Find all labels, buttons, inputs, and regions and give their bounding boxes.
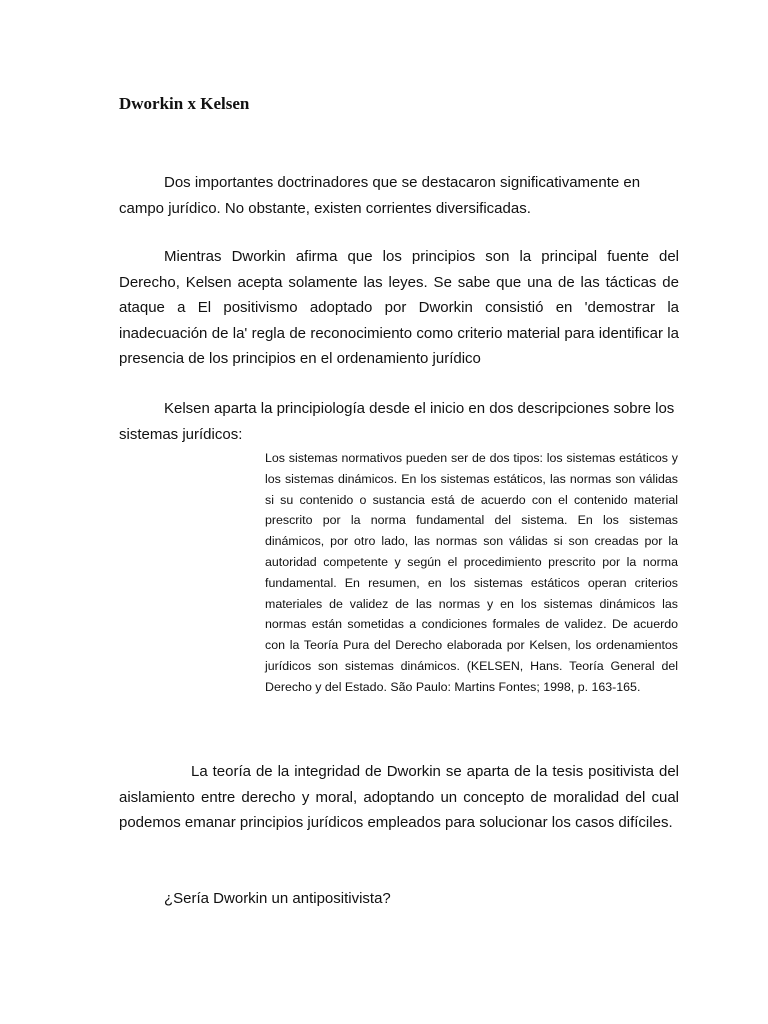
paragraph-closing-question: ¿Sería Dworkin un antipositivista? bbox=[164, 890, 391, 907]
kelsen-quote: Los sistemas normativos pueden ser de dos tipos: los sistemas estáticos y los sistemas dinámicos. En los sistemas estáticos, las normas son válidas si su contenido o sustancia está de acuerdo con el contenido material prescrito por la norma fundamental del sistema. En los sistemas dinámicos, por otro lado, las normas son válidas si son creadas por la autoridad competente y según el procedimiento prescrito por la norma fundamental. En resumen, en los sistemas estáticos operan criterios materiales de validez de las normas y en los sistemas dinámicos las normas están sometidas a condiciones formales de validez. De acuerdo con la Teoría Pura del Derecho elaborada por Kelsen, los ordenamientos jurídicos son sistemas dinámicos. (KELSEN, Hans. Teoría General del Derecho y del Estado. São Paulo: Martins Fontes; 1998, p. 163-165. bbox=[265, 451, 678, 694]
paragraph-dworkin-vs-kelsen: Mientras Dworkin afirma que los principios son la principal fuente del Derecho, Kelsen acepta solamente las leyes. Se sabe que una de las tácticas de ataque a El positivismo adoptado por Dworkin consistió en 'demostrar la inadecuación de la' regla de reconocimiento como criterio material para identificar la presencia de los principios en el ordenamiento jurídico bbox=[119, 248, 679, 367]
paragraph-kelsen-systems: Kelsen aparta la principiología desde el inicio en dos descripciones sobre los sistemas jurídicos: bbox=[119, 400, 675, 443]
paragraph-integrity-theory: La teoría de la integridad de Dworkin se aparta de la tesis positivista del aislamiento entre derecho y moral, adoptando un concepto de moralidad del cual podemos emanar principios jurídicos empleados para solucionar los casos difíciles. bbox=[119, 763, 679, 831]
document-title: Dworkin x Kelsen bbox=[119, 94, 250, 113]
paragraph-intro: Dos importantes doctrinadores que se destacaron significativamente en campo jurídico. No obstante, existen corrientes diversificadas. bbox=[119, 174, 641, 217]
